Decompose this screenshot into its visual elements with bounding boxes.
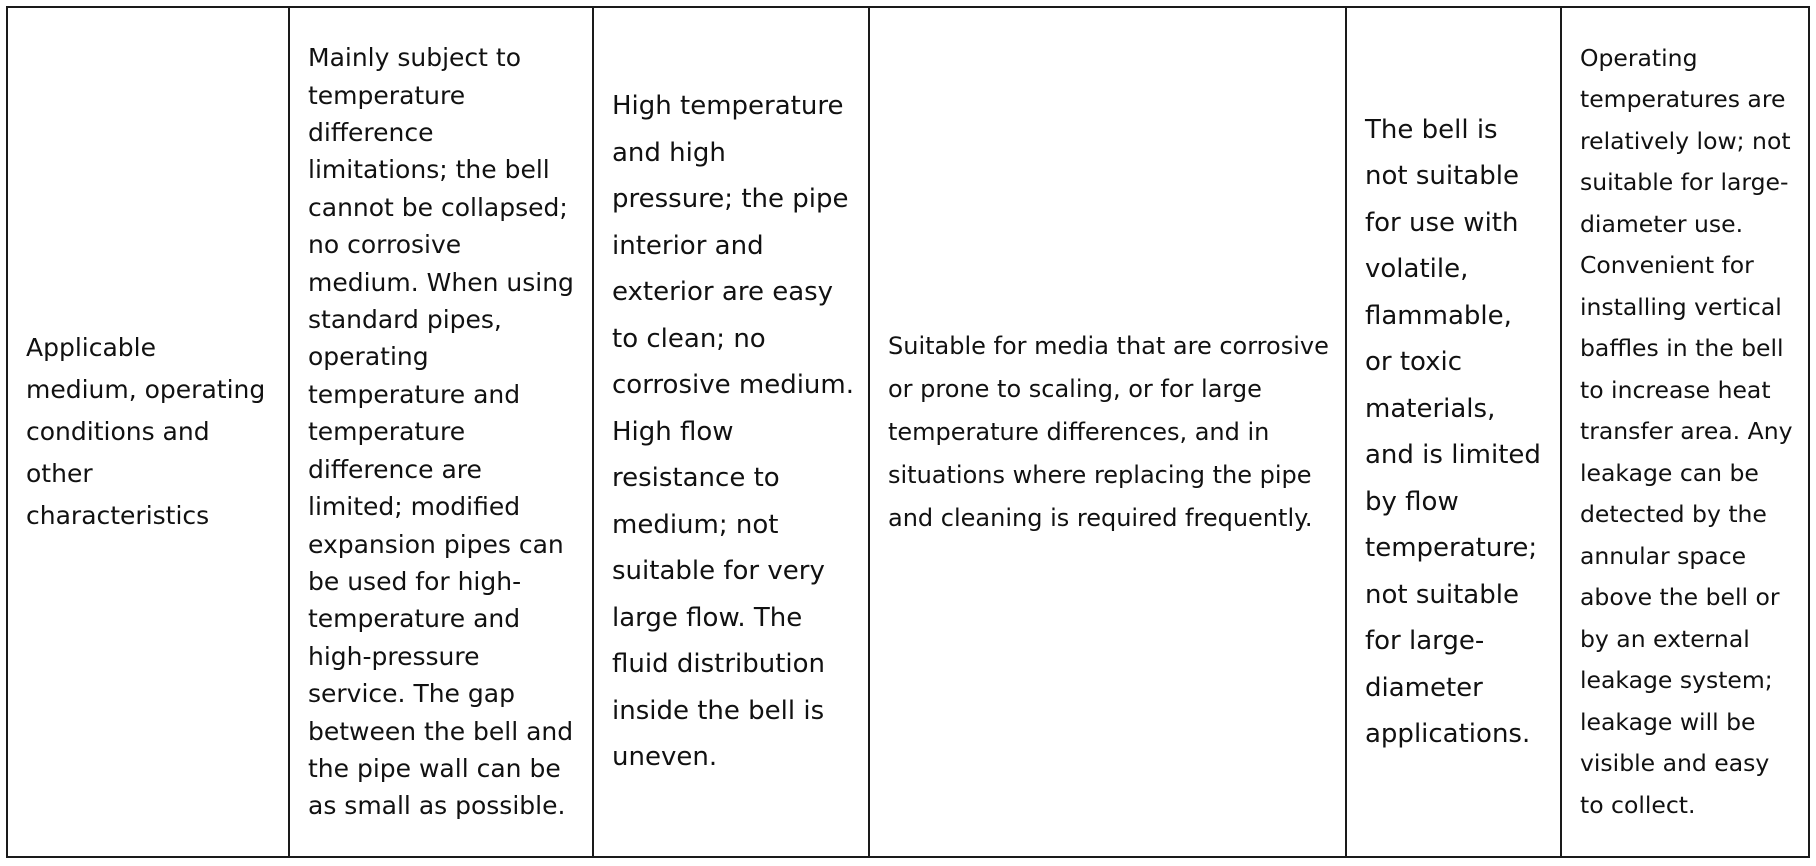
table-cell-5 xyxy=(1561,7,1809,857)
table-cell-4 xyxy=(1346,7,1561,857)
cell-text-3: Suitable for media that are corrosive or prone to scaling, or for large temperature differences, and in situations where replacing the pipe and cleaning is required frequently. xyxy=(888,331,1329,532)
table-cell-1 xyxy=(289,7,593,857)
table-cell-2 xyxy=(593,7,869,857)
comparison-table xyxy=(6,6,1810,858)
table-row xyxy=(7,7,1809,857)
cell-text-4: The bell is not suitable for use with volatile, flammable, or toxic materials, and is limited by flow temperature; not suitable for large-diameter applications. xyxy=(1365,114,1541,749)
table-cell-3 xyxy=(869,7,1346,857)
row-header-text: Applicable medium, operating conditions and other characteristics xyxy=(26,333,266,530)
cell-text-5: Operating temperatures are relatively low; not suitable for large-diameter use. Convenient for installing vertical baffles in the bell to increase heat transfer area. Any leakage can be detected by the annular space above the bell or by an external leakage system; leakage will be visible and easy to collect. xyxy=(1580,43,1793,819)
row-header-cell xyxy=(7,7,289,857)
cell-text-1: Mainly subject to temperature difference limitations; the bell cannot be collapsed; no corrosive medium. When using standard pipes, operating temperature and temperature difference are limited; modified expansion pipes can be used for high-temperature and high-pressure service. The gap between the bell and the pipe wall can be as small as possible. xyxy=(308,43,574,821)
cell-text-2: High temperature and high pressure; the pipe interior and exterior are easy to clean; no corrosive medium. High flow resistance to medium; not suitable for very large flow. The fluid distribution inside the bell is uneven. xyxy=(612,91,854,773)
